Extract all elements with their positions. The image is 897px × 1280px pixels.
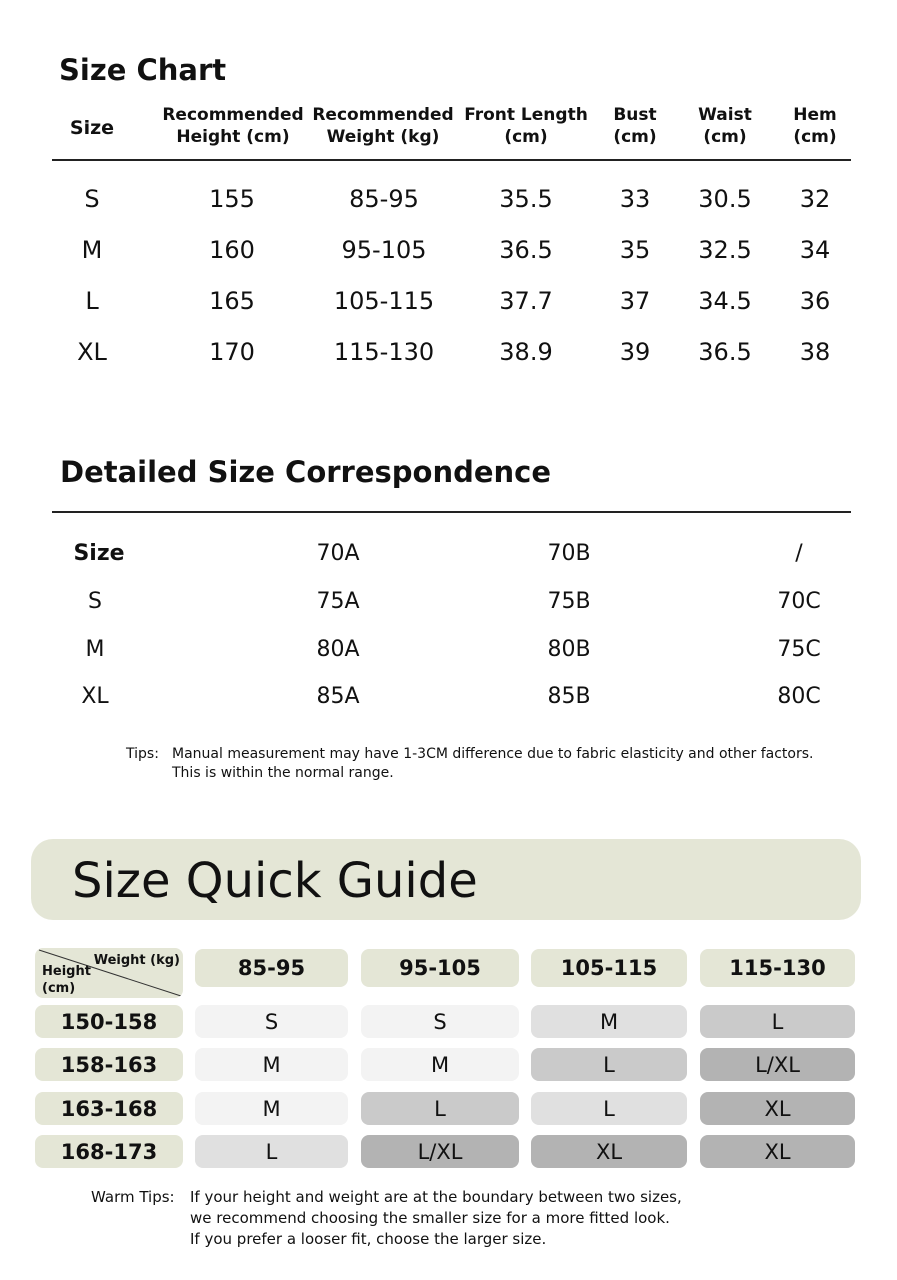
size-cell: S: [361, 1005, 519, 1038]
table-cell: 170: [209, 338, 255, 366]
warm-tips-line: If your height and weight are at the boundary between two sizes,: [190, 1188, 682, 1206]
size-cell: S: [195, 1005, 348, 1038]
tips-label: Tips:: [126, 746, 159, 762]
table-cell: 80C: [777, 684, 821, 709]
table-cell: L: [85, 287, 99, 315]
warm-tips-text: [190, 1187, 682, 1250]
table-cell: M: [85, 637, 105, 662]
table-cell: 115-130: [333, 338, 435, 366]
table-cell: 33: [619, 185, 651, 213]
size-cell: M: [531, 1005, 687, 1038]
weight-header-115-130: 115-130: [700, 949, 855, 987]
size-chart-header-size: [70, 117, 114, 139]
quick-guide-title: Size Quick Guide: [72, 853, 478, 909]
tips-line: This is within the normal range.: [172, 765, 394, 781]
warm-tips-line: we recommend choosing the smaller size for a more fitted look.: [190, 1209, 670, 1227]
height-header-168-173: 168-173: [35, 1135, 183, 1168]
table-cell: S: [84, 185, 100, 213]
table-cell: 160: [209, 236, 255, 264]
tips-text: [172, 745, 813, 783]
table-cell: S: [88, 589, 102, 614]
weight-header-95-105: 95-105: [361, 949, 519, 987]
table-cell: XL: [77, 338, 107, 366]
table-cell: 70B: [547, 541, 591, 566]
corner-height-line: (cm): [42, 981, 76, 996]
size-chart-divider: [52, 159, 851, 161]
table-cell: 38.9: [499, 338, 553, 366]
header-line: Height (cm): [176, 127, 290, 147]
size-chart-header-weight: [312, 104, 453, 148]
correspondence-title: Detailed Size Correspondence: [60, 455, 552, 489]
table-cell: M: [81, 236, 103, 264]
weight-header-85-95: 85-95: [195, 949, 348, 987]
header-line: (cm): [504, 127, 548, 147]
size-cell: XL: [700, 1092, 855, 1125]
table-cell: Size: [73, 541, 125, 566]
size-cell: XL: [700, 1135, 855, 1168]
size-cell: L/XL: [361, 1135, 519, 1168]
size-cell: L: [361, 1092, 519, 1125]
table-cell: 75B: [547, 589, 591, 614]
table-cell: 155: [209, 185, 255, 213]
header-line: Hem: [793, 105, 837, 125]
table-cell: 70A: [316, 541, 360, 566]
table-cell: 39: [619, 338, 651, 366]
size-cell: M: [195, 1092, 348, 1125]
table-cell: 80A: [316, 637, 360, 662]
table-cell: 80B: [547, 637, 591, 662]
header-line: Recommended: [312, 105, 454, 125]
size-chart-header-bust: [613, 104, 656, 148]
size-cell: L: [700, 1005, 855, 1038]
size-chart-title: Size Chart: [59, 53, 227, 87]
header-line: Weight (kg): [326, 127, 440, 147]
header-line: Waist: [698, 105, 752, 125]
table-cell: 32.5: [698, 236, 752, 264]
table-cell: 165: [209, 287, 255, 315]
weight-header-105-115: 105-115: [531, 949, 687, 987]
height-header-163-168: 163-168: [35, 1092, 183, 1125]
table-cell: 36: [799, 287, 831, 315]
corner-height-label: [42, 963, 91, 997]
table-cell: 34.5: [698, 287, 752, 315]
size-cell: M: [361, 1048, 519, 1081]
tips-line: Manual measurement may have 1-3CM difference due to fabric elasticity and other factors.: [172, 746, 814, 762]
corner-weight-label: Weight (kg): [93, 953, 180, 968]
size-cell: L: [531, 1048, 687, 1081]
header-line: Size: [69, 117, 115, 139]
table-cell: XL: [81, 684, 109, 709]
table-cell: 38: [799, 338, 831, 366]
table-cell: 75A: [316, 589, 360, 614]
table-cell: 70C: [777, 589, 821, 614]
table-cell: 85A: [316, 684, 360, 709]
header-line: Recommended: [162, 105, 304, 125]
table-cell: 35: [619, 236, 651, 264]
table-cell: 37.7: [499, 287, 553, 315]
table-cell: 37: [619, 287, 651, 315]
table-cell: 95-105: [341, 236, 427, 264]
height-header-150-158: 150-158: [35, 1005, 183, 1038]
table-cell: 85-95: [349, 185, 419, 213]
size-cell: M: [195, 1048, 348, 1081]
quick-guide-corner-cell: [35, 948, 183, 998]
size-cell: L: [195, 1135, 348, 1168]
table-cell: 30.5: [698, 185, 752, 213]
height-header-158-163: 158-163: [35, 1048, 183, 1081]
table-cell: 34: [799, 236, 831, 264]
warm-tips-label: Warm Tips:: [91, 1188, 175, 1206]
header-line: Bust: [613, 105, 657, 125]
table-cell: 85B: [547, 684, 591, 709]
corner-height-line: Height: [42, 964, 91, 979]
table-cell: 36.5: [698, 338, 752, 366]
table-cell: 36.5: [499, 236, 553, 264]
size-chart-header-height: [162, 104, 303, 148]
size-chart-header-waist: [698, 104, 752, 148]
size-chart-header-front-length: [464, 104, 588, 148]
header-line: Front Length: [464, 105, 588, 125]
header-line: (cm): [613, 127, 657, 147]
header-line: (cm): [703, 127, 747, 147]
table-cell: 35.5: [499, 185, 553, 213]
size-chart-header-hem: [793, 104, 836, 148]
table-cell: /: [795, 541, 803, 566]
warm-tips-line: If you prefer a looser fit, choose the larger size.: [190, 1230, 547, 1248]
correspondence-divider: [52, 511, 851, 513]
size-cell: L: [531, 1092, 687, 1125]
header-line: (cm): [793, 127, 837, 147]
table-cell: 32: [799, 185, 831, 213]
size-cell: XL: [531, 1135, 687, 1168]
table-cell: 75C: [777, 637, 821, 662]
size-cell: L/XL: [700, 1048, 855, 1081]
table-cell: 105-115: [333, 287, 435, 315]
